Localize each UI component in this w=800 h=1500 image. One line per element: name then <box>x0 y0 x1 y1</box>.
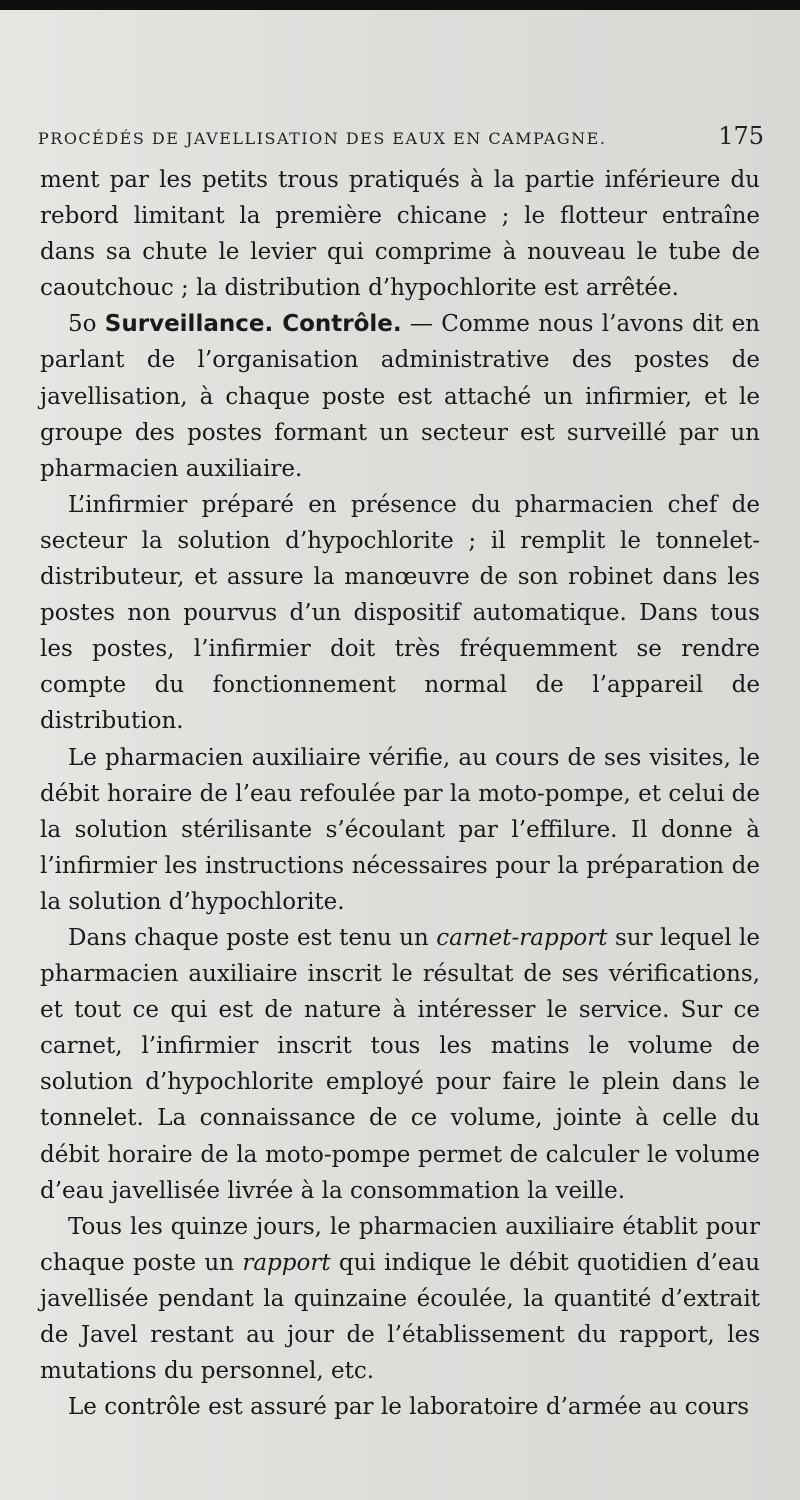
paragraph: Le contrôle est assuré par le laboratoire d’armée au cours <box>68 1394 750 1421</box>
paragraph-carnet <box>40 920 760 1209</box>
paragraph-text: qui indique le débit quotidien d’eau javellisée pendant la quinzaine écoulée, la quantité d’extrait de Javel restant au jour de l’établissement du rapport, les mutations du personnel, etc. <box>40 1249 761 1385</box>
paragraph-text: Tous les quinze jours, le pharmacien auxiliaire établit pour chaque poste un <box>40 1213 760 1276</box>
paragraph-rapport <box>40 1209 760 1389</box>
section-title: Surveillance. Contrôle. <box>104 311 402 338</box>
section-number: 5o <box>68 311 97 338</box>
page-number: 175 <box>718 122 764 150</box>
paragraph-text: sur lequel le pharmacien auxiliaire inscrit le résultat de ses vérifications, et tout ce qui est de nature à intéresser le service. Sur ce carnet, l’infirmier inscrit tous les matins le volume de solution d’hypochlorite employé pour faire le plein dans le tonnelet. La connaissance de ce volume, jointe à celle du débit horaire de la moto-pompe permet de calculer le volume d’eau javellisée livrée à la consommation la veille. <box>40 924 761 1204</box>
paragraph-text: — Comme nous l’avons dit en parlant de l’organisation administrative des postes de javellisation, à chaque poste est attaché un infirmier, et le groupe des postes formant un secteur est surveillé par un pharmacien auxiliaire. <box>40 311 760 482</box>
paragraph: L’infirmier préparé en présence du pharmacien chef de secteur la solution d’hypochlorite ; il remplit le tonnelet-distributeur, et assure la manœuvre de son robinet dans les postes non pourvus d’un dispositif automatique. Dans tous les postes, l’infirmier doit très fréquemment se rendre compte du fonctionnement normal de l’appareil de distribution. <box>40 491 760 735</box>
italic-term: rapport <box>242 1249 331 1276</box>
paragraph: ment par les petits trous pratiqués à la partie inférieure du rebord limitant la première chicane ; le flotteur entraîne dans sa chute le levier qui comprime à nouveau le tube de caoutchouc ; la distribution d’hypochlorite est arrêtée. <box>40 167 760 302</box>
paragraph-section-5 <box>40 306 760 486</box>
paragraph: Le pharmacien auxiliaire vérifie, au cours de ses visites, le débit horaire de l’eau refoulée par la moto-pompe, et celui de la solution stérilisante s’écoulant par l’effilure. Il donne à l’infirmier les instructions nécessaires pour la préparation de la solution d’hypochlorite. <box>40 744 760 915</box>
running-head-title: PROCÉDÉS DE JAVELLISATION DES EAUX EN CAMPAGNE. <box>38 129 607 148</box>
running-head <box>38 122 764 154</box>
scan-top-edge <box>0 0 800 10</box>
body-text <box>40 162 760 1425</box>
paragraph-text: Dans chaque poste est tenu un <box>68 924 437 951</box>
italic-term: carnet-rapport <box>436 924 608 951</box>
